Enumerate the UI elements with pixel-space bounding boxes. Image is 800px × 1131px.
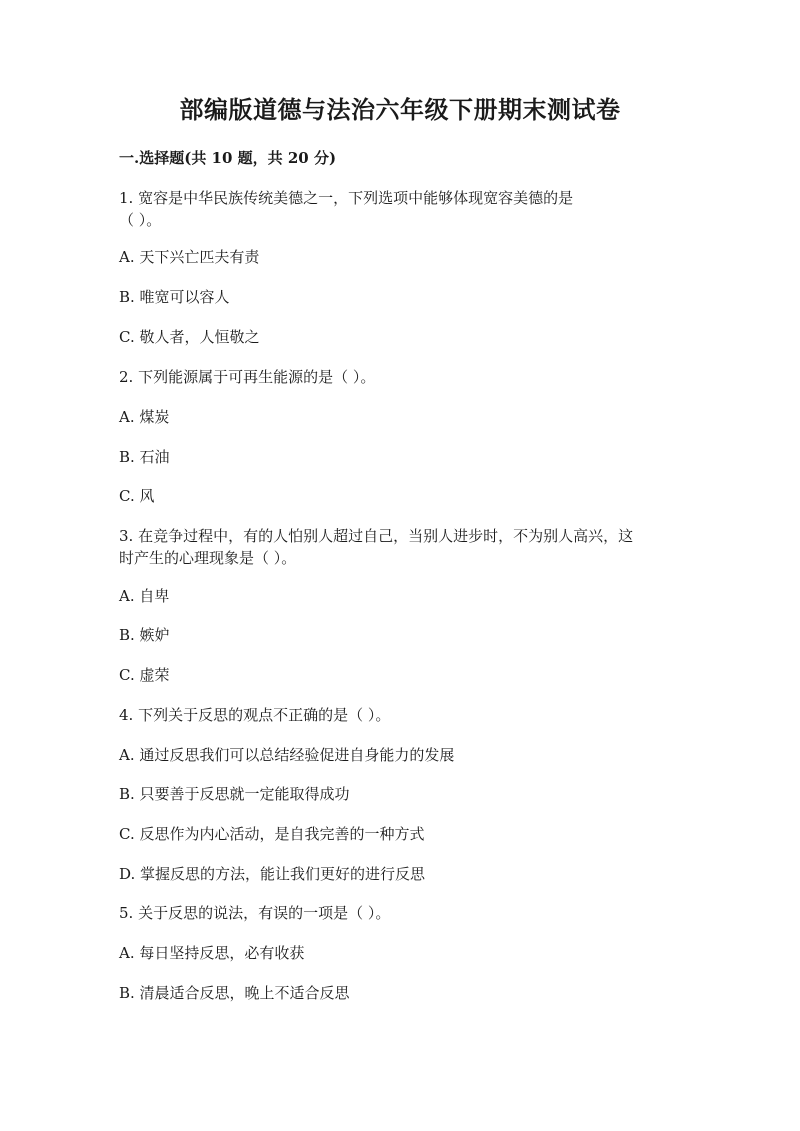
question-4-option-a: A. 通过反思我们可以总结经验促进自身能力的发展 [119, 746, 455, 764]
question-1-option-b: B. 唯宽可以容人 [119, 288, 230, 306]
question-4-text [119, 704, 679, 726]
question-2-text [119, 366, 679, 388]
question-2-line-1: 2. 下列能源属于可再生能源的是（ ）。 [119, 368, 376, 386]
question-1-line-2: （ ）。 [119, 211, 162, 229]
question-5-line-1: 5. 关于反思的说法，有误的一项是（ ）。 [119, 904, 391, 922]
question-3-option-b: B. 嫉妒 [119, 626, 170, 644]
page-title: 部编版道德与法治六年级下册期末测试卷 [179, 95, 621, 124]
question-1-option-a: A. 天下兴亡匹夫有责 [119, 248, 260, 266]
question-5-option-a: A. 每日坚持反思，必有收获 [119, 944, 305, 962]
question-4-option-c: C. 反思作为内心活动，是自我完善的一种方式 [119, 825, 425, 843]
section-heading: 一.选择题(共 10 题，共 20 分) [119, 149, 337, 167]
question-5-text [119, 902, 679, 924]
question-3-text [119, 525, 679, 569]
question-1-text [119, 187, 679, 231]
question-2-option-c: C. 风 [119, 487, 155, 505]
question-3-line-1: 3. 在竞争过程中，有的人怕别人超过自己，当别人进步时，不为别人高兴，这 [119, 527, 634, 545]
question-1-line-1: 1. 宽容是中华民族传统美德之一，下列选项中能够体现宽容美德的是 [119, 189, 574, 207]
question-5-option-b: B. 清晨适合反思，晚上不适合反思 [119, 984, 350, 1002]
question-4-option-d: D. 掌握反思的方法，能让我们更好的进行反思 [119, 865, 426, 883]
question-1-option-c: C. 敬人者，人恒敬之 [119, 328, 260, 346]
question-4-line-1: 4. 下列关于反思的观点不正确的是（ ）。 [119, 706, 391, 724]
question-2-option-a: A. 煤炭 [119, 408, 170, 426]
question-3-option-c: C. 虚荣 [119, 666, 170, 684]
question-3-line-2: 时产生的心理现象是（ ）。 [119, 549, 297, 567]
question-3-option-a: A. 自卑 [119, 587, 170, 605]
question-2-option-b: B. 石油 [119, 448, 170, 466]
question-4-option-b: B. 只要善于反思就一定能取得成功 [119, 785, 350, 803]
